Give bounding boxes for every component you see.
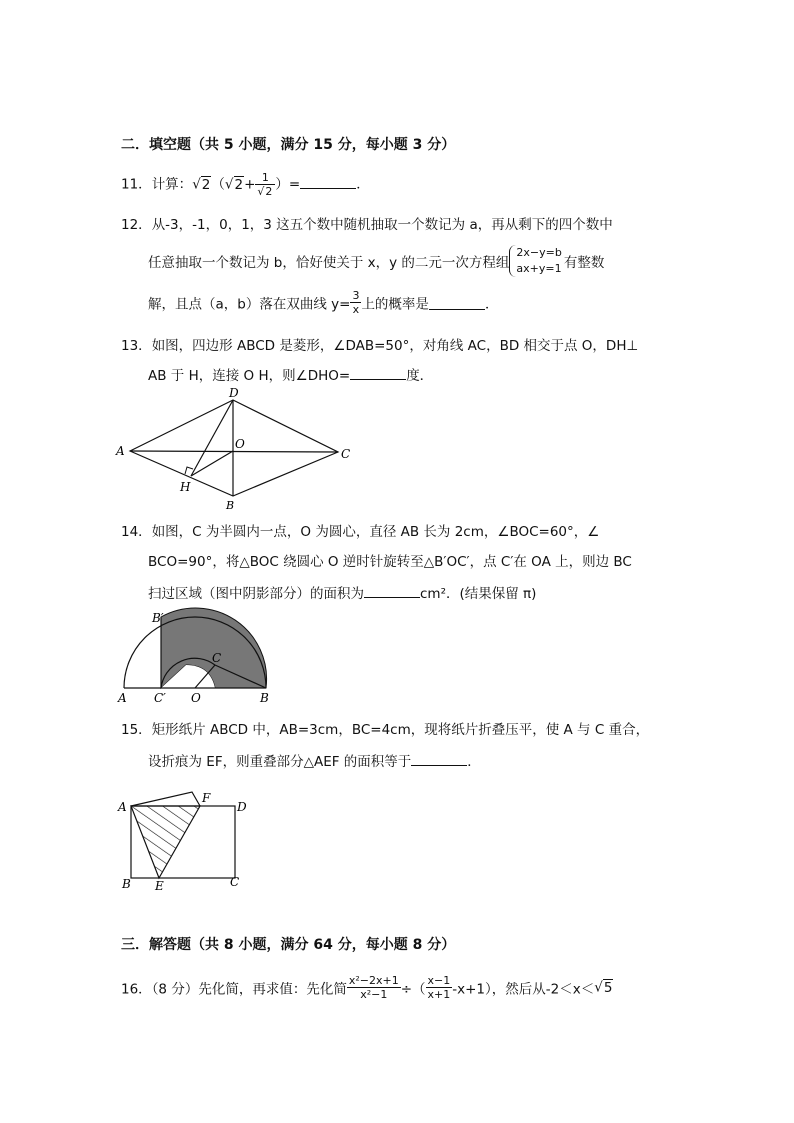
answer-blank[interactable] [411, 752, 467, 766]
sqrt-icon: √ [224, 176, 234, 193]
label-d: D [229, 386, 239, 400]
question-number: 11． [121, 176, 152, 193]
fraction: $\frac{\text{x²−2x+1}}{\text{x²−1}}$ [348, 974, 399, 1001]
label-c-prime: C′ [154, 691, 166, 705]
rhombus-abcd [130, 400, 338, 496]
label-c: C [230, 875, 240, 889]
sqrt-icon: √ [192, 176, 201, 193]
answer-blank[interactable] [300, 175, 356, 189]
label-a: A [118, 800, 127, 814]
label-o: O [191, 691, 201, 705]
label-h: H [180, 480, 191, 494]
answer-blank[interactable] [350, 366, 406, 380]
answer-blank[interactable] [429, 296, 485, 310]
label-d: D [237, 800, 247, 814]
segment-dh [191, 400, 233, 476]
folded-flap [131, 792, 200, 806]
label-c: C [341, 447, 351, 461]
label-b-prime: B′ [152, 611, 164, 625]
question-12-line-1: 12．从-3，-1，0，1，3 这五个数中随机抽取一个数记为 a，再从剩下的四个数中 [121, 217, 613, 233]
question-16: 16．（8 分）先化简，再求值：先化简 $\frac{\text{x²−2x+1}}{\text{x²−1}}$ ÷（ $\frac{x-1}{x+1}$ -x+1），然后从-2＜x＜√5 [121, 974, 613, 1001]
section-heading-fill-in: 二．填空题（共 5 小题，满分 15 分，每小题 3 分） [121, 137, 456, 153]
fraction: $\frac{1}{√2}$ [255, 172, 275, 197]
label-c: C [212, 651, 222, 665]
diagonal-ac [130, 451, 338, 452]
right-angle-mark [185, 467, 193, 474]
label-a: A [118, 691, 127, 705]
label-f: F [202, 791, 211, 805]
question-12-line-2: 任意抽取一个数记为 b，恰好使关于 x，y 的二元一次方程组 2x−y=b ax+y=1 有整数 [148, 246, 605, 275]
label-b: B [226, 499, 235, 512]
section-heading-answer: 三．解答题（共 8 小题，满分 64 分，每小题 8 分） [121, 937, 456, 953]
question-13-line-2: AB 于 H，连接 O H，则∠DHO= 度． [148, 368, 434, 384]
question-11: 11．计算：√2（√2+ $\frac{1}{√2}$ ）= ． [121, 171, 370, 198]
label-a: A [116, 444, 125, 458]
question-12-line-3: 解，且点（a，b）落在双曲线 y= $\frac{3}{x}$ 上的概率是 ． [148, 289, 499, 316]
question-13-line-1: 13．如图，四边形 ABCD 是菱形，∠DAB=50°，对角线 AC，BD 相交于点 O，DH⊥ [121, 338, 639, 354]
question-14-line-3: 扫过区域（图中阴影部分）的面积为 cm²．(结果保留 π) [148, 586, 537, 602]
rectangle-figure [112, 782, 257, 894]
semicircle-figure [112, 608, 282, 708]
question-15-line-1: 15．矩形纸片 ABCD 中，AB=3cm，BC=4cm，现将纸片折叠压平，使 A 与 C 重合， [121, 722, 650, 738]
hatched-triangle-aef [131, 806, 200, 878]
rhombus-figure [112, 385, 362, 512]
question-15-line-2: 设折痕为 EF，则重叠部分△AEF 的面积等于 ． [148, 754, 481, 770]
sqrt-icon: √ [594, 979, 603, 996]
label-e: E [155, 879, 164, 893]
fraction: $\frac{3}{x}$ [352, 289, 360, 316]
answer-blank[interactable] [364, 584, 420, 598]
label-o: O [235, 437, 245, 451]
question-14-line-2: BCO=90°，将△BOC 绕圆心 O 逆时针旋转至△B′OC′，点 C′在 OA 上，则边 BC [148, 554, 632, 570]
label-b: B [122, 877, 131, 891]
label-b: B [260, 691, 269, 705]
fraction: $\frac{x-1}{x+1}$ [427, 974, 451, 1001]
question-14-line-1: 14．如图，C 为半圆内一点，O 为圆心，直径 AB 长为 2cm，∠BOC=60°，∠ [121, 524, 600, 540]
equation-system: 2x−y=b ax+y=1 [509, 245, 563, 277]
